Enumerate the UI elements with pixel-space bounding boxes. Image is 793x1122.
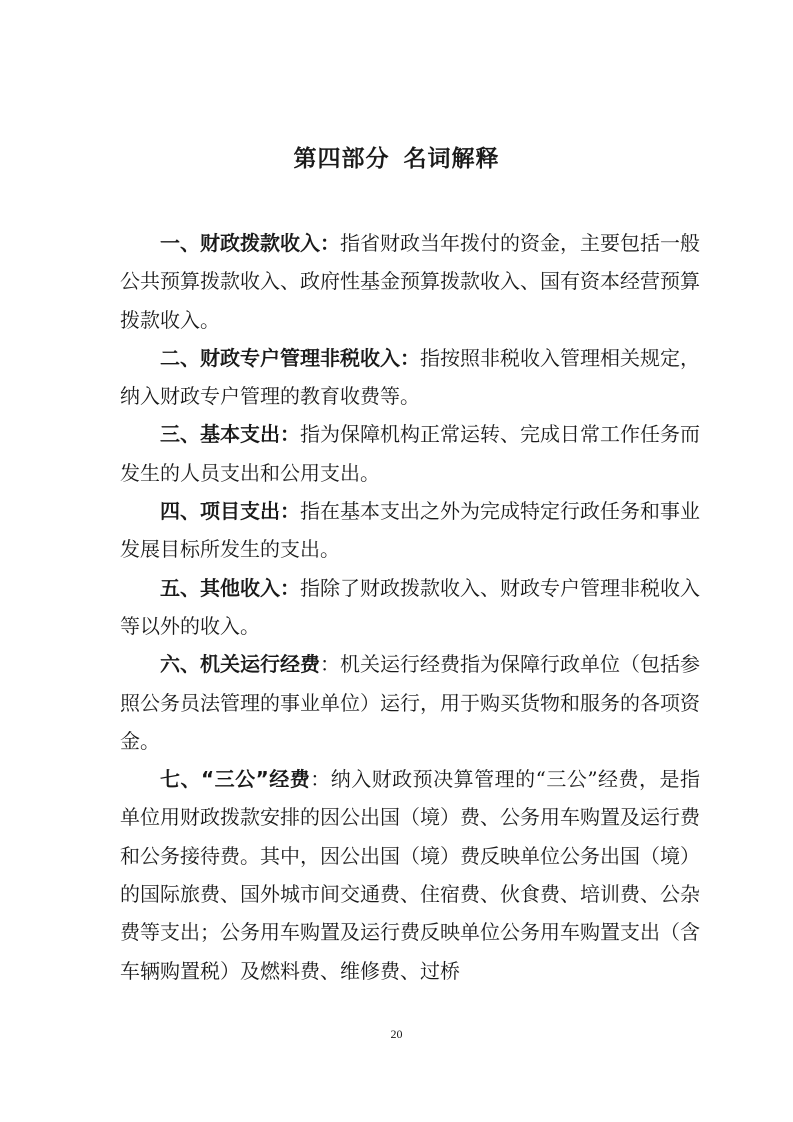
glossary-paragraph <box>120 645 700 760</box>
glossary-paragraph <box>120 569 700 646</box>
glossary-definition: ：机关运行经费指为保障行政单位（包括参照公务员法管理的事业单位）运行，用于购买货物和服务的各项资金。 <box>120 652 700 753</box>
glossary-paragraph <box>120 415 700 492</box>
glossary-term: 五、其他收入： <box>160 575 300 600</box>
glossary-paragraph <box>120 492 700 569</box>
glossary-definition: 指省财政当年拨付的资金，主要包括一般公共预算拨款收入、政府性基金预算拨款收入、国有资本经营预算拨款收入。 <box>120 231 700 332</box>
glossary-paragraph <box>120 339 700 416</box>
title-part-number: 第四部分 <box>293 146 390 172</box>
title-part-name: 名词解释 <box>403 146 500 172</box>
page-title <box>0 143 793 175</box>
glossary-definition: ：纳入财政预决算管理的“三公”经费，是指单位用财政拨款安排的因公出国（境）费、公务用车购置及运行费和公务接待费。其中，因公出国（境）费反映单位公务出国（境）的国际旅费、国外城市间交通费、住宿费、伙食费、培训费、公杂费等支出；公务用车购置及运行费反映单位公务用车购置支出（含车辆购置税）及燃料费、维修费、过桥 <box>120 767 700 983</box>
glossary-definition: 指在基本支出之外为完成特定行政任务和事业发展目标所发生的支出。 <box>120 499 700 562</box>
page-number: 20 <box>390 1027 403 1041</box>
glossary-term: 七、“三公”经费 <box>160 767 311 792</box>
glossary-term: 一、财政拨款收入： <box>160 231 340 255</box>
glossary-definition: 指为保障机构正常运转、完成日常工作任务而发生的人员支出和公用支出。 <box>120 422 700 485</box>
glossary-definition: 指除了财政拨款收入、财政专户管理非税收入等以外的收入。 <box>120 575 700 638</box>
glossary-paragraph <box>120 760 700 990</box>
glossary-body <box>120 224 700 990</box>
glossary-term: 三、基本支出： <box>160 422 300 447</box>
glossary-term: 四、项目支出： <box>160 499 300 524</box>
glossary-term: 六、机关运行经费 <box>160 652 320 677</box>
glossary-definition: 指按照非税收入管理相关规定，纳入财政专户管理的教育收费等。 <box>120 345 700 409</box>
glossary-term: 二、财政专户管理非税收入： <box>160 345 420 370</box>
glossary-paragraph <box>120 224 700 339</box>
